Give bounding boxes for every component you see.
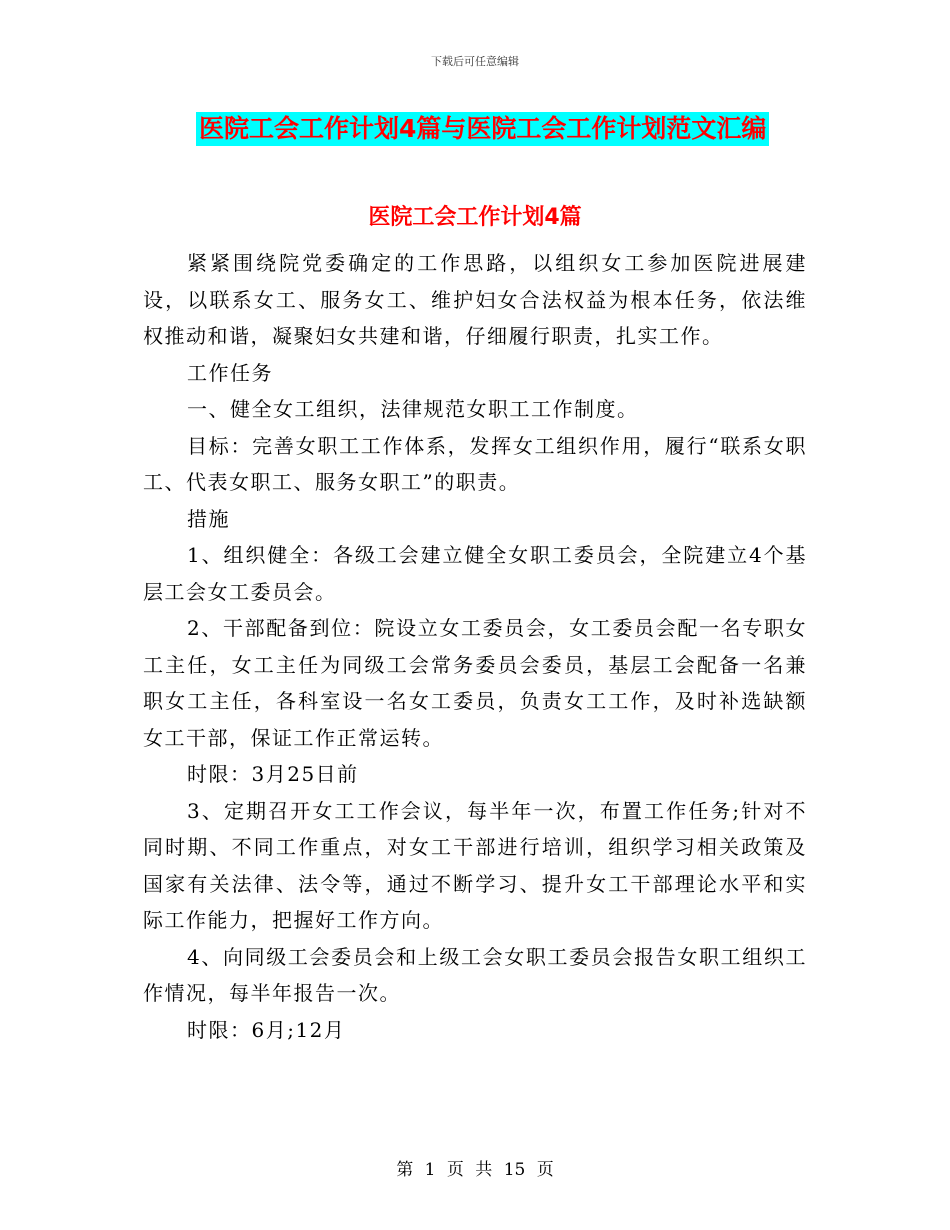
paragraph-work-tasks-heading: 工作任务 (187, 360, 273, 385)
paragraph-task-one: 一、健全女工组织，法律规范女职工工作制度。 (187, 397, 639, 421)
paragraph-deadline-1: 时限：3月25日前 (187, 762, 359, 786)
paragraph-deadline-2: 时限：6月;12月 (187, 1017, 346, 1042)
main-title: 医院工会工作计划4篇与医院工会工作计划范文汇编 (196, 112, 769, 146)
paragraph-measure-2: 2、干部配备到位：院设立女工委员会，女工委员会配一名专职女工主任，女工主任为同级工会常务委员会委员，基层工会配备一名兼职女工主任，各科室设一名女工委员，负责女工工作，及时补选缺额女工干部，保证工作正常运转。 (143, 616, 807, 750)
page-footer: 第 1 页 共 15 页 (396, 1160, 554, 1180)
paragraph-measure-1: 1、组织健全：各级工会建立健全女职工委员会，全院建立4个基层工会女工委员会。 (143, 543, 807, 604)
paragraph-goal: 目标：完善女职工工作体系，发挥女工组织作用，履行“联系女职工、代表女职工、服务女职工”的职责。 (143, 433, 807, 494)
paragraph-measures-heading: 措施 (187, 506, 230, 531)
document-body (143, 245, 807, 1048)
section-title: 医院工会工作计划4篇 (368, 205, 582, 230)
paragraph-measure-4: 4、向同级工会委员会和上级工会女职工委员会报告女职工组织工作情况，每半年报告一次。 (143, 944, 807, 1005)
header-note: 下载后可任意编辑 (431, 55, 519, 68)
paragraph-measure-3: 3、定期召开女工工作会议，每半年一次，布置工作任务;针对不同时期、不同工作重点，对女工干部进行培训，组织学习相关政策及国家有关法律、法令等，通过不断学习、提升女工干部理论水平和实际工作能力，把握好工作方向。 (143, 798, 807, 932)
paragraph-intro: 紧紧围绕院党委确定的工作思路，以组织女工参加医院进展建设，以联系女工、服务女工、维护妇女合法权益为根本任务，依法维权推动和谐，凝聚妇女共建和谐，仔细履行职责，扎实工作。 (143, 251, 807, 348)
